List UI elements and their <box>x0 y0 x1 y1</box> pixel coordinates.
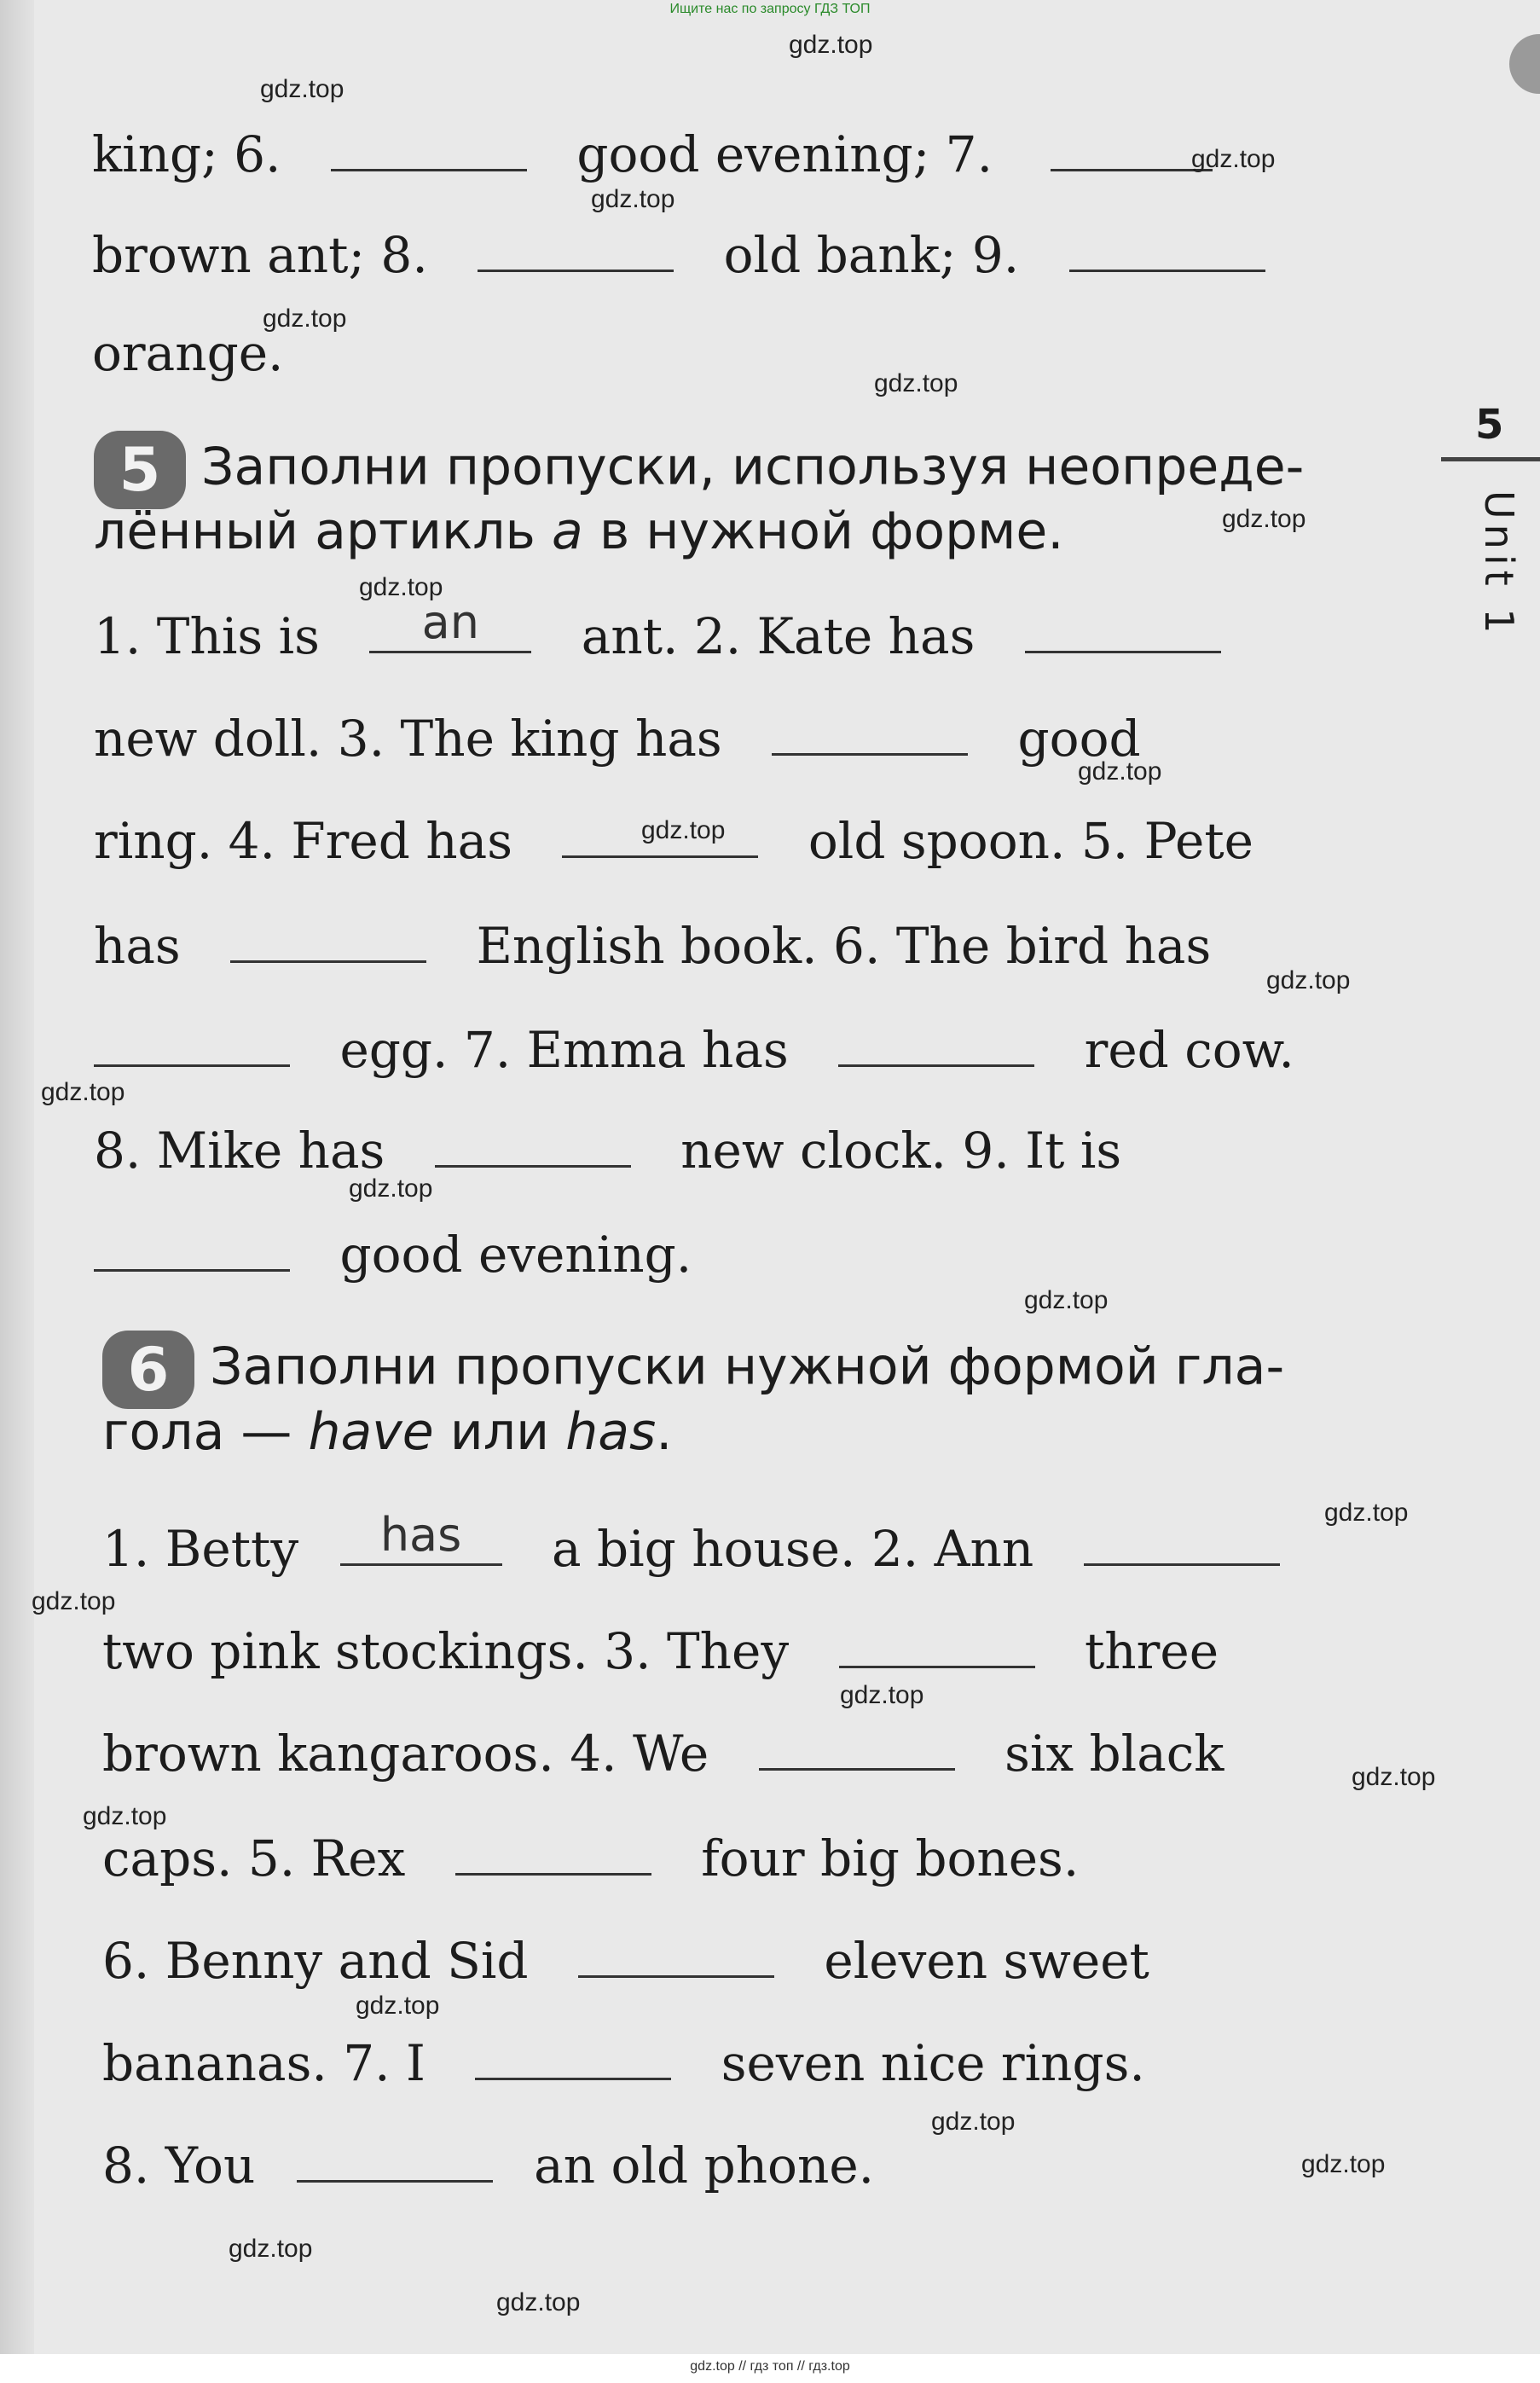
watermark: gdz.top <box>1024 1286 1109 1314</box>
task5-title: 5 Заполни пропуски, используя неопреде- <box>94 431 1304 509</box>
task6-line-7: 8. You an old phone. <box>102 2131 874 2195</box>
watermark: gdz.top <box>840 1681 924 1709</box>
bottom-note: gdz.top // гдз топ // гдз.top <box>690 2359 850 2374</box>
task6-line-4: caps. 5. Rex four big bones. <box>102 1823 1079 1887</box>
watermark: gdz.top <box>1191 145 1276 173</box>
watermark: gdz.top <box>263 304 347 333</box>
blank[interactable] <box>94 1220 290 1272</box>
task6-title: 6 Заполни пропуски нужной формой гла- <box>102 1331 1284 1409</box>
task6-line-6: bananas. 7. I seven nice rings. <box>102 2028 1145 2092</box>
blank[interactable] <box>839 1616 1035 1668</box>
watermark: gdz.top <box>1352 1763 1436 1791</box>
blank[interactable] <box>331 119 527 171</box>
watermark: gdz.top <box>1078 757 1162 786</box>
watermark: gdz.top <box>496 2288 581 2316</box>
blank[interactable] <box>435 1116 631 1168</box>
task5-title-line2: лённый артикль a в нужной форме. <box>94 502 1064 561</box>
blank[interactable] <box>772 704 968 756</box>
watermark: gdz.top <box>356 1992 440 2020</box>
task6-line-2: two pink stockings. 3. They three <box>102 1616 1219 1680</box>
watermark: gdz.top <box>229 2235 313 2263</box>
task5-line-6: 8. Mike has new clock. 9. It is <box>94 1116 1121 1180</box>
task6-line-5: 6. Benny and Sid eleven sweet <box>102 1926 1149 1990</box>
task6-title-line2: гола — have или has. <box>102 1402 673 1462</box>
corner-mark-icon <box>1509 34 1540 94</box>
task5-line-7: good evening. <box>94 1220 692 1284</box>
blank[interactable] <box>455 1823 651 1876</box>
task5-number-badge: 5 <box>94 431 186 509</box>
unit-label: Unit 1 <box>1476 490 1522 639</box>
watermark: gdz.top <box>591 185 675 213</box>
watermark: gdz.top <box>359 573 443 601</box>
watermark: gdz.top <box>1301 2150 1386 2178</box>
blank[interactable] <box>230 911 426 963</box>
blank[interactable] <box>369 595 531 653</box>
task5-line-1: 1. This is an ant. 2. Kate has <box>94 601 1221 665</box>
page-number: 5 <box>1475 401 1504 449</box>
answer-text: an <box>421 595 479 649</box>
watermark: gdz.top <box>41 1078 125 1106</box>
intro-line-2: brown ant; 8. old bank; 9. <box>92 220 1265 284</box>
blank[interactable] <box>1051 119 1213 171</box>
task5-line-2: new doll. 3. The king has good <box>94 704 1141 768</box>
blank[interactable] <box>478 220 674 272</box>
book-spine-shadow <box>0 0 34 2383</box>
blank[interactable] <box>340 1508 502 1566</box>
blank[interactable] <box>838 1015 1034 1067</box>
watermark: gdz.top <box>789 31 873 59</box>
blank[interactable] <box>1025 601 1221 653</box>
task5-line-4: has English book. 6. The bird has <box>94 911 1211 975</box>
blank[interactable] <box>94 1015 290 1067</box>
watermark: gdz.top <box>260 75 344 103</box>
intro-line-3: orange. <box>92 324 284 382</box>
blank[interactable] <box>1084 1514 1280 1566</box>
task6-line-3: brown kangaroos. 4. We six black <box>102 1719 1224 1783</box>
watermark: gdz.top <box>874 369 958 397</box>
sidebar-divider <box>1441 457 1540 461</box>
watermark: gdz.top <box>641 816 726 844</box>
watermark: gdz.top <box>1222 505 1306 533</box>
intro-line-1: king; 6. good evening; 7. <box>92 119 1213 183</box>
task6-line-1: 1. Betty has a big house. 2. Ann <box>102 1514 1280 1578</box>
answer-text: has <box>379 1508 462 1562</box>
blank[interactable] <box>297 2131 493 2183</box>
watermark: gdz.top <box>83 1802 167 1830</box>
task5-line-5: egg. 7. Emma has red cow. <box>94 1015 1294 1079</box>
blank[interactable] <box>759 1719 955 1771</box>
task6-number-badge: 6 <box>102 1331 194 1409</box>
watermark: gdz.top <box>349 1174 433 1203</box>
watermark: gdz.top <box>931 2108 1016 2136</box>
blank[interactable] <box>475 2028 671 2080</box>
blank[interactable] <box>578 1926 774 1978</box>
top-note: Ищите нас по запросу ГДЗ ТОП <box>669 2 871 16</box>
watermark: gdz.top <box>1266 966 1351 994</box>
task5-line-3: ring. 4. Fred has old spoon. 5. Pete <box>94 806 1253 870</box>
blank[interactable] <box>1069 220 1265 272</box>
watermark: gdz.top <box>1324 1499 1409 1527</box>
watermark: gdz.top <box>32 1587 116 1615</box>
